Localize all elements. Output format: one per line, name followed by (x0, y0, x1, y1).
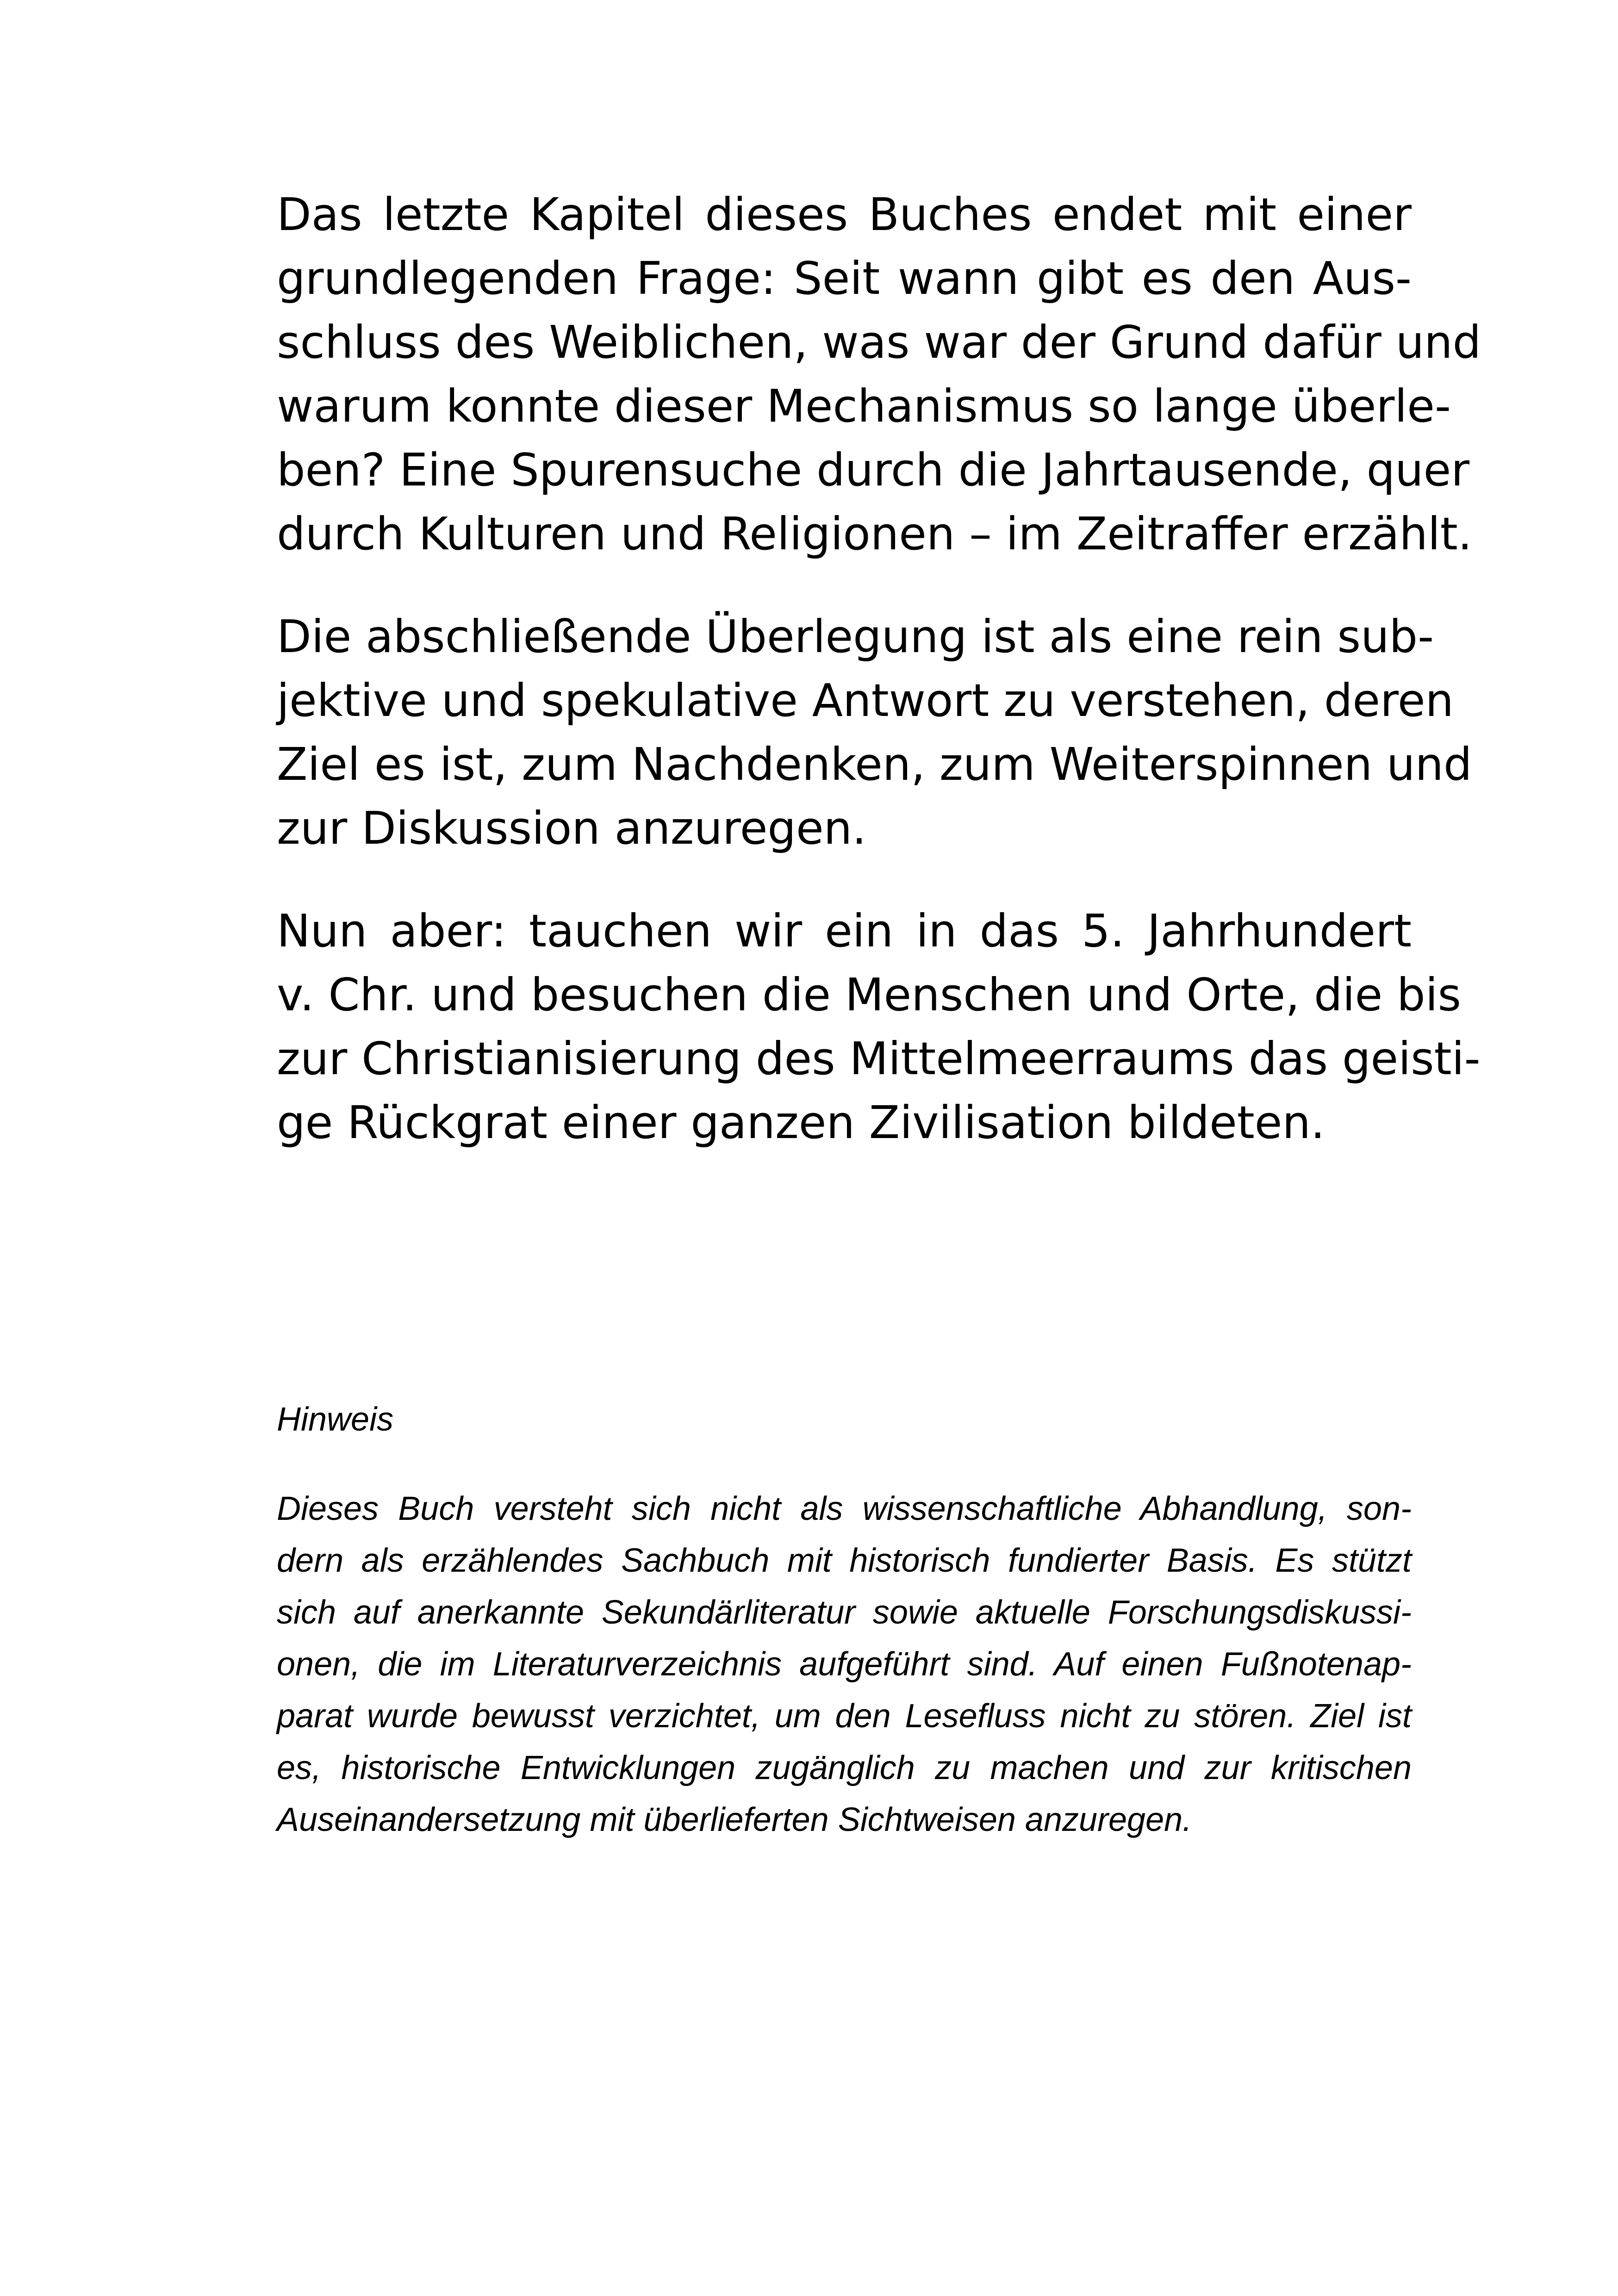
text-line: v. Chr. und besuchen die Menschen und Orte, die bis (277, 969, 1462, 1021)
text-line: zur Christianisierung des Mittelmeerraums das geisti- (277, 1033, 1481, 1085)
note-section (277, 1399, 1412, 1846)
text-line: schluss des Weiblichen, was war der Grund dafür und (277, 316, 1481, 368)
note-line: sich auf anerkannte Sekundärliteratur sowie aktuelle Forschungsdiskussi- (277, 1594, 1412, 1631)
note-text (277, 1483, 1412, 1846)
text-line: Nun aber: tauchen wir ein in das 5. Jahrhundert (277, 905, 1412, 957)
text-line: durch Kulturen und Religionen – im Zeitraffer erzählt. (277, 508, 1472, 560)
note-line: es, historische Entwicklungen zugänglich zu machen und zur kritischen (277, 1749, 1412, 1786)
paragraph-spacer (277, 566, 1412, 605)
paragraph-3 (277, 899, 1481, 1155)
text-line: warum konnte dieser Mechanismus so lange überle- (277, 380, 1451, 432)
paragraph-spacer (277, 860, 1412, 899)
main-text (277, 183, 1481, 1155)
text-line: Das letzte Kapitel dieses Buches endet mit einer (277, 188, 1412, 241)
note-line: dern als erzählendes Sachbuch mit historisch fundierter Basis. Es stützt (277, 1542, 1412, 1579)
paragraph-2 (277, 605, 1472, 860)
note-title: Hinweis (277, 1401, 394, 1438)
note-line: Auseinandersetzung mit überlieferten Sichtweisen anzuregen. (277, 1801, 1192, 1838)
paragraph-1 (277, 183, 1481, 566)
text-line: jektive und spekulative Antwort zu verstehen, deren (277, 674, 1454, 727)
note-line: Dieses Buch versteht sich nicht als wissenschaftliche Abhandlung, son- (277, 1490, 1412, 1527)
text-line: ge Rückgrat einer ganzen Zivilisation bildeten. (277, 1096, 1325, 1149)
text-line: zur Diskussion anzuregen. (277, 802, 866, 854)
text-line: ben? Eine Spurensuche durch die Jahrtausende, quer (277, 444, 1470, 496)
text-line: grundlegenden Frage: Seit wann gibt es den Aus- (277, 252, 1412, 305)
note-spacer (277, 1440, 1412, 1483)
note-line: parat wurde bewusst verzichtet, um den Lesefluss nicht zu stören. Ziel ist (277, 1698, 1412, 1735)
note-line: onen, die im Literaturverzeichnis aufgeführt sind. Auf einen Fußnotenap- (277, 1646, 1412, 1683)
text-line: Ziel es ist, zum Nachdenken, zum Weiterspinnen und (277, 738, 1472, 790)
text-line: Die abschließende Überlegung ist als eine rein sub- (277, 610, 1434, 663)
